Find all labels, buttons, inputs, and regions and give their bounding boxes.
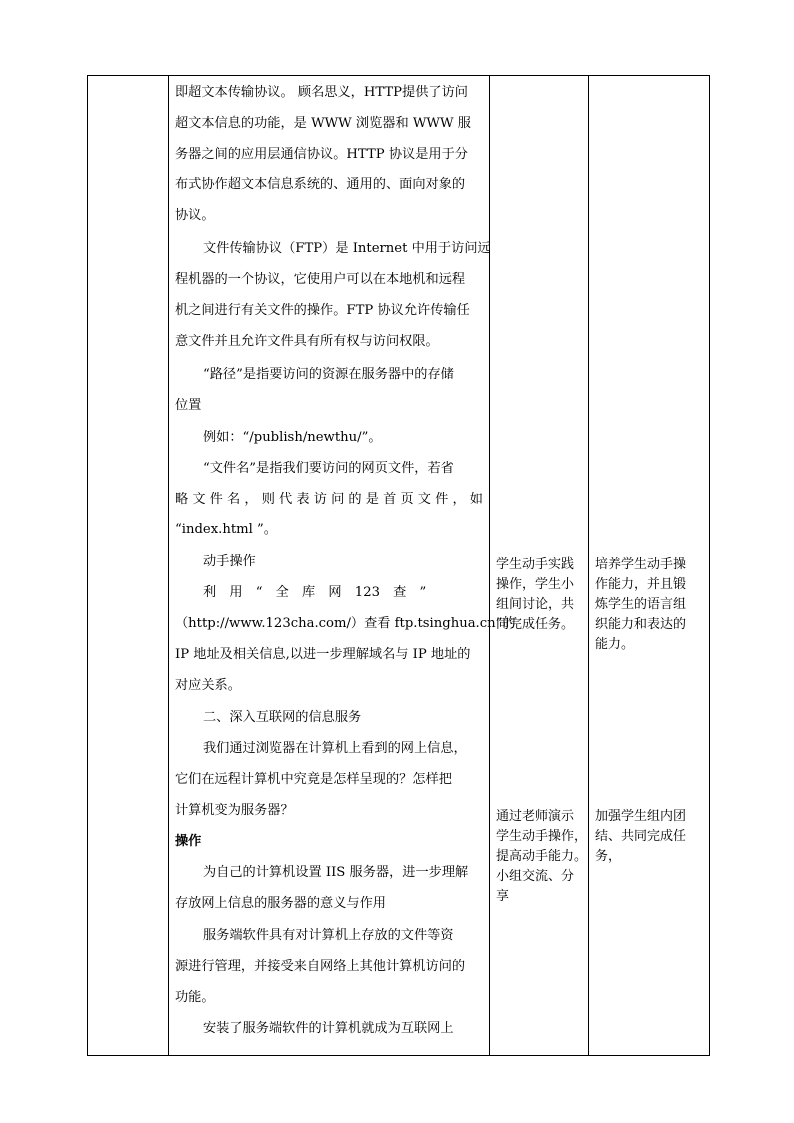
content-line: 位置 — [175, 398, 202, 413]
text-line: 织能力和表达的 — [595, 617, 687, 632]
content-line: 利 用 “ 全 库 网 123 查 ” — [203, 585, 427, 600]
text-line: 作能力，并且锻 — [595, 577, 687, 592]
content-line: 安装了服务端软件的计算机就成为互联网上 — [203, 1021, 454, 1036]
content-line: 机之间进行有关文件的操作。FTP 协议允许传输任 — [175, 303, 470, 318]
content-line: IP 地址及相关信息,以进一步理解域名与 IP 地址的 — [175, 647, 471, 662]
content-line: 超文本信息的功能，是 WWW 浏览器和 WWW 服 — [175, 116, 471, 131]
text-line: 加强学生组内团 — [595, 809, 687, 824]
text-line: 操作，学生小 — [496, 577, 575, 592]
table-row — [88, 76, 710, 1056]
content-line: 意文件并且允许文件具有所有权与访问权限。 — [175, 334, 439, 349]
text-line: 结、共同完成任 — [595, 829, 687, 844]
column-teaching-content — [169, 76, 516, 1056]
text-line: 务， — [595, 849, 622, 864]
content-line: 略文件名，则代表访问的是首页文件，如 — [175, 492, 483, 507]
column-blank — [88, 76, 169, 1056]
text-line: 培养学生动手操 — [595, 557, 687, 572]
content-line: 对应关系。 — [175, 678, 241, 693]
teaching-content — [169, 76, 516, 1055]
design-intent — [589, 76, 709, 1055]
content-line: 布式协作超文本信息系统的、通用的、面向对象的 — [175, 177, 466, 192]
student-activity-block — [496, 807, 588, 907]
content-line: 源进行管理，并接受来自网络上其他计算机访问的 — [175, 959, 466, 974]
content-line: “路径”是指要访问的资源在服务器中的存储 — [203, 367, 454, 382]
content-line: 存放网上信息的服务器的意义与作用 — [175, 896, 386, 911]
content-line: “文件名”是指我们要访问的网页文件，若省 — [203, 461, 454, 476]
content-line: “index.html ”。 — [175, 522, 277, 537]
content-line: 计算机变为服务器？ — [175, 803, 294, 818]
text-line: 享 — [496, 889, 510, 904]
column-design-intent — [589, 76, 710, 1056]
content-line: 我们通过浏览器在计算机上看到的网上信息， — [203, 741, 467, 756]
text-line: 通过老师演示 — [496, 809, 575, 824]
content-line: 为自己的计算机设置 IIS 服务器，进一步理解 — [203, 865, 469, 880]
content-line: 文件传输协议（FTP）是 Internet 中用于访问远 — [203, 241, 491, 256]
content-line: 协议。 — [175, 208, 215, 223]
text-line: 同完成任务。 — [496, 617, 575, 632]
text-line: 炼学生的语言组 — [595, 597, 687, 612]
lesson-plan-table — [87, 75, 710, 1056]
operation-heading: 操作 — [175, 834, 202, 849]
content-line: 即超文本传输协议。 顾名思义，HTTP提供了访问 — [175, 85, 468, 100]
content-line: 例如：“/publish/newthu/”。 — [203, 430, 382, 445]
text-line: 组间讨论，共 — [496, 597, 575, 612]
content-line: 务器之间的应用层通信协议。HTTP 协议是用于分 — [175, 147, 468, 162]
text-line: 能力。 — [595, 637, 635, 652]
design-intent-block — [595, 807, 705, 867]
content-line: 程机器的一个协议，它使用户可以在本地机和远程 — [175, 272, 466, 287]
content-line: （http://www.123cha.com/）查看 ftp.tsinghua.cn”的 — [175, 616, 516, 631]
text-line: 学生动手实践 — [496, 557, 575, 572]
text-line: 学生动手操作， — [496, 829, 588, 844]
column-student-activity — [490, 76, 589, 1056]
content-line: 功能。 — [175, 990, 215, 1005]
text-line: 小组交流、分 — [496, 869, 575, 884]
content-line: 服务端软件具有对计算机上存放的文件等资 — [203, 928, 454, 943]
section-heading: 二、深入互联网的信息服务 — [203, 710, 362, 725]
student-activity — [490, 76, 588, 1055]
text-line: 提高动手能力。 — [496, 849, 588, 864]
design-intent-block — [595, 555, 705, 655]
student-activity-block — [496, 555, 584, 635]
content-line: 动手操作 — [203, 554, 256, 569]
content-line: 它们在远程计算机中究竟是怎样呈现的？怎样把 — [175, 772, 452, 787]
